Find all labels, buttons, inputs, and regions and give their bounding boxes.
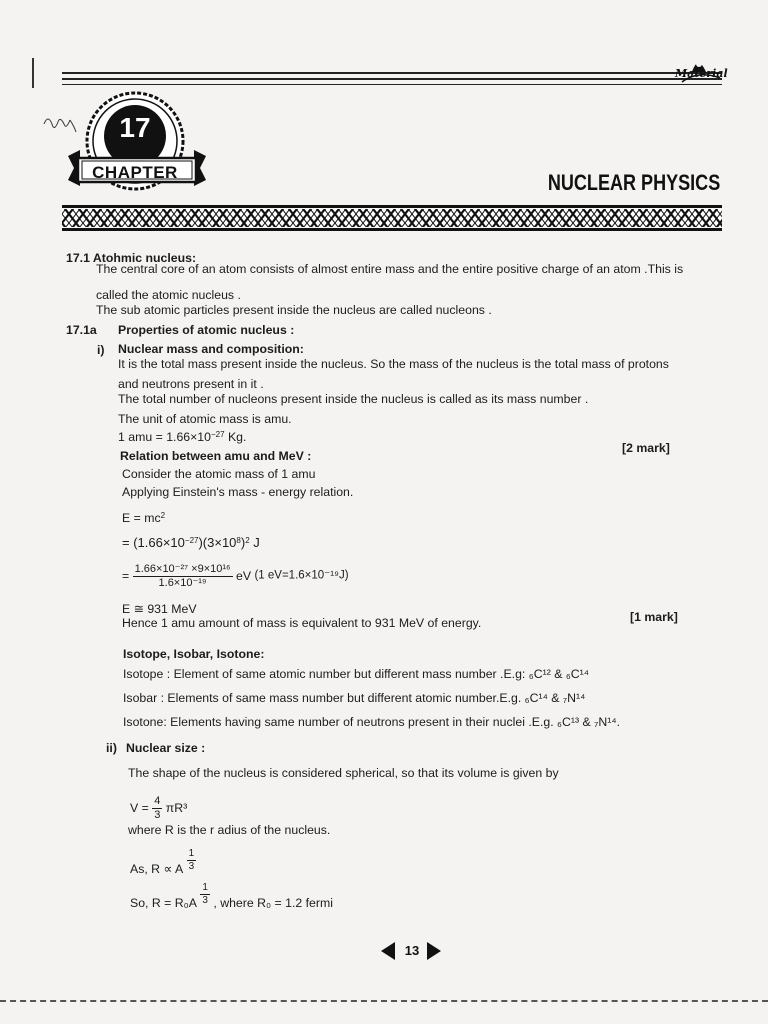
equation-proportional: As, R ∝ A $\frac{1}{3}$ bbox=[130, 848, 195, 877]
paragraph-line: The unit of atomic mass is amu. bbox=[118, 412, 292, 426]
paragraph-line: It is the total mass present inside the nucleus. So the mass of the nucleus is the total mass of protons bbox=[118, 357, 669, 371]
paragraph-line: Hence 1 amu amount of mass is equivalent to 931 MeV of energy. bbox=[122, 616, 482, 630]
paragraph-line: where R is the r adius of the nucleus. bbox=[128, 823, 331, 837]
paragraph-line: The shape of the nucleus is considered spherical, so that its volume is given by bbox=[128, 766, 559, 780]
paragraph-line: The sub atomic particles present inside the nucleus are called nucleons . bbox=[96, 303, 492, 317]
fraction: $\frac{\text{1.66×10⁻²⁷ ×9×10¹⁶}}{\text{1.6×10⁻¹⁹}}$ bbox=[134, 563, 231, 589]
paragraph-line: Consider the atomic mass of 1 amu bbox=[122, 467, 316, 481]
header-rule bbox=[62, 72, 722, 74]
paragraph-line: and neutrons present in it . bbox=[118, 377, 264, 391]
subheading-isotope: Isotope, Isobar, Isotone: bbox=[123, 647, 265, 661]
section-heading: Properties of atomic nucleus : bbox=[118, 323, 295, 337]
chapter-number: 17 bbox=[119, 112, 151, 143]
definition-isobar: Isobar : Elements of same mass number but different atomic number.E.g. ₆C¹⁴ & ₇N¹⁴ bbox=[123, 691, 586, 705]
paragraph-line: The central core of an atom consists of almost entire mass and the entire positive charge of an atom .This is bbox=[96, 262, 684, 276]
section-number: 17.1a bbox=[66, 323, 97, 337]
equation-result: E ≅ 931 MeV bbox=[122, 602, 197, 616]
fraction-exponent: $\frac{1}{3}$ bbox=[202, 882, 208, 906]
decorative-band bbox=[62, 205, 722, 231]
equation-volume: V = $\frac{4}{3}$ πR³ bbox=[130, 795, 188, 821]
equation-amu: 1 amu = $1.66\times 10^{-27}$ Kg. bbox=[118, 430, 247, 444]
equation-fraction: = $\frac{\text{1.66×10⁻²⁷ ×9×10¹⁶}}{\text{1.6×10⁻¹⁹}}$ eV (1 eV=1.6×10⁻¹⁹J) bbox=[122, 563, 349, 589]
definition-isotone: Isotone: Elements having same number of neutrons present in their nuclei .E.g. ₆C¹³ & ₇N¹⁴. bbox=[123, 715, 621, 729]
chapter-label: CHAPTER bbox=[92, 163, 178, 182]
equation-e-mc2: $E = mc^2$ bbox=[122, 511, 166, 525]
paragraph-line: Applying Einstein's mass - energy relation. bbox=[122, 485, 354, 499]
paragraph-line: called the atomic nucleus . bbox=[96, 288, 241, 302]
chapter-badge bbox=[62, 86, 212, 206]
equation-substitution: = $(1.66\times 10^{-27})(3\times 10^8)^2$ J bbox=[122, 535, 260, 550]
subsection-number: ii) bbox=[106, 741, 117, 755]
mark-label: [1 mark] bbox=[630, 610, 678, 624]
fraction: $\frac{4}{3}$ bbox=[154, 795, 161, 821]
page-number: 13 bbox=[404, 943, 420, 958]
section-heading: 17.1 Atohmic nucleus: bbox=[66, 251, 197, 265]
paragraph-line: The total number of nucleons present inside the nucleus is called as its mass number . bbox=[118, 392, 589, 406]
subsection-heading: Nuclear mass and composition: bbox=[118, 342, 304, 356]
header-rule bbox=[62, 78, 722, 80]
mark-label: [2 mark] bbox=[622, 441, 670, 455]
subsection-number: i) bbox=[97, 343, 105, 357]
equation-radius: So, R = R₀A $\frac{1}{3}$ , where R₀ = 1.2 fermi bbox=[130, 882, 333, 911]
chapter-title: NUCLEAR PHYSICS bbox=[547, 170, 720, 195]
fraction-exponent: $\frac{1}{3}$ bbox=[188, 848, 195, 872]
brand-text: Material bbox=[675, 67, 728, 80]
subheading-relation: Relation between amu and MeV : bbox=[120, 449, 312, 463]
definition-isotope: Isotope : Element of same atomic number but different mass number .E.g: ₆C¹² & ₆C¹⁴ bbox=[123, 667, 590, 681]
margin-mark bbox=[32, 58, 34, 88]
header-rule bbox=[62, 84, 722, 85]
footer-rule bbox=[0, 1000, 768, 1002]
subsection-heading: Nuclear size : bbox=[126, 741, 206, 755]
